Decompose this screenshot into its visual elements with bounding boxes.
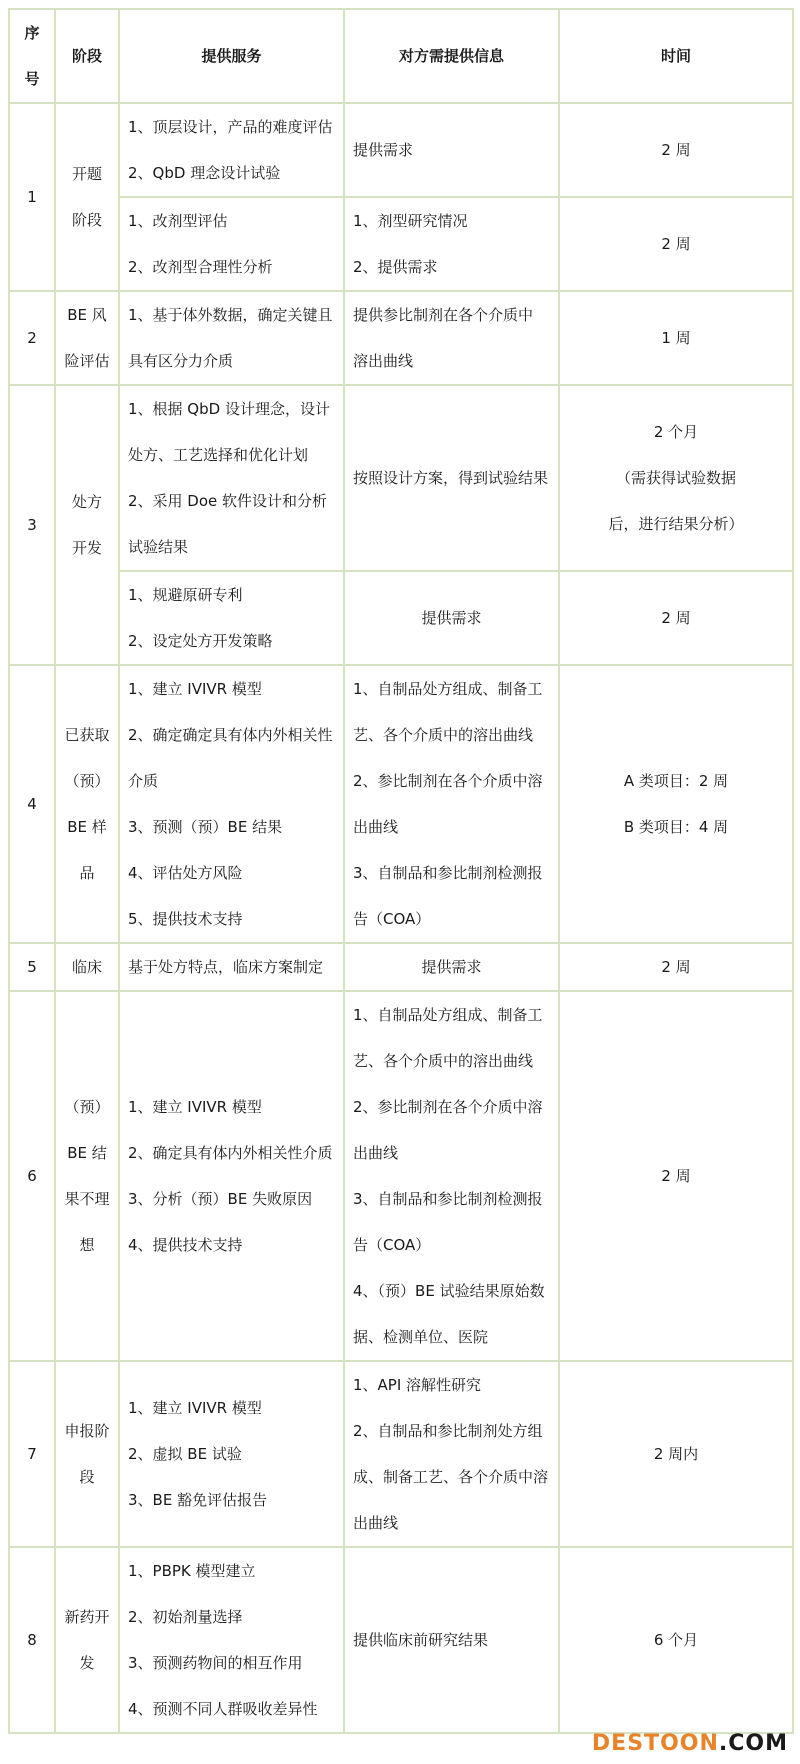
row-number: 4 <box>9 665 55 943</box>
watermark-logo <box>592 1731 788 1756</box>
services-cell <box>119 943 344 991</box>
services-cell-line: 2、确定确定具有体内外相关性 <box>128 726 333 744</box>
services-cell <box>119 1361 344 1547</box>
info-cell-line: 告（COA） <box>353 1236 431 1254</box>
watermark-dot: . <box>718 1731 729 1756</box>
stage-cell-line: BE 结 <box>67 1144 107 1162</box>
services-cell-line: 试验结果 <box>128 538 189 556</box>
info-cell-line: 提供需求 <box>353 141 414 159</box>
table-row <box>9 943 793 991</box>
services-cell-line: 2、确定具有体内外相关性介质 <box>128 1144 333 1162</box>
services-cell-line: 2、初始剂量选择 <box>128 1608 243 1626</box>
header-stage: 阶段 <box>55 9 119 103</box>
stage-cell-line: 已获取 <box>64 726 110 744</box>
info-cell <box>344 103 559 197</box>
stage-cell <box>55 291 119 385</box>
info-cell-line: 4、（预）BE 试验结果原始数 <box>353 1282 545 1300</box>
info-cell <box>344 665 559 943</box>
table-row <box>9 665 793 943</box>
watermark-text: DESTOON <box>591 1731 719 1756</box>
info-cell-line: 据、检测单位、医院 <box>353 1328 489 1346</box>
stage-cell-line: 开发 <box>71 539 102 557</box>
info-cell-line: 艺、各个介质中的溶出曲线 <box>353 726 534 744</box>
services-cell-line: 3、预测（预）BE 结果 <box>128 818 283 836</box>
services-cell-line: 1、建立 IVIVR 模型 <box>128 680 262 698</box>
services-cell <box>119 1547 344 1733</box>
time-cell-line: 6 个月 <box>653 1631 699 1649</box>
table-row <box>9 1361 793 1547</box>
stage-cell <box>55 1361 119 1547</box>
services-cell-line: 2、采用 Doe 软件设计和分析 <box>128 492 328 510</box>
stage-cell-line: 开题 <box>71 165 102 183</box>
info-cell <box>344 385 559 571</box>
services-cell <box>119 991 344 1361</box>
table-row <box>9 385 793 571</box>
stage-cell-line: 想 <box>79 1236 95 1254</box>
header-time: 时间 <box>559 9 793 103</box>
services-cell-line: 具有区分力介质 <box>128 352 234 370</box>
time-cell <box>559 571 793 665</box>
services-cell-line: 1、顶层设计，产品的难度评估 <box>128 118 333 136</box>
service-table <box>8 8 794 1734</box>
stage-cell-line: 果不理 <box>64 1190 110 1208</box>
services-cell-line: 2、设定处方开发策略 <box>128 632 273 650</box>
services-cell-line: 基于处方特点，临床方案制定 <box>128 958 324 976</box>
time-cell-line: 2 个月 <box>653 423 699 441</box>
services-cell-line: 介质 <box>128 772 159 790</box>
stage-cell-line: BE 样 <box>67 818 107 836</box>
services-cell-line: 1、改剂型评估 <box>128 212 228 230</box>
stage-cell-line: BE 风 <box>67 306 107 324</box>
services-cell-line: 4、预测不同人群吸收差异性 <box>128 1700 318 1718</box>
time-cell-line: 2 周 <box>661 235 691 253</box>
info-cell-line: 3、自制品和参比制剂检测报 <box>353 1190 543 1208</box>
row-number: 7 <box>9 1361 55 1547</box>
table-row <box>9 571 793 665</box>
stage-cell-line: 临床 <box>71 958 102 976</box>
time-cell <box>559 943 793 991</box>
header-row <box>9 9 793 103</box>
stage-cell <box>55 1547 119 1733</box>
time-cell-line: A 类项目：2 周 <box>623 772 729 790</box>
stage-cell <box>55 943 119 991</box>
stage-cell-line: 段 <box>79 1468 95 1486</box>
services-cell-line: 2、虚拟 BE 试验 <box>128 1445 242 1463</box>
table-row <box>9 1547 793 1733</box>
services-cell-line: 2、改剂型合理性分析 <box>128 258 273 276</box>
info-cell-line: 出曲线 <box>353 818 399 836</box>
row-number: 2 <box>9 291 55 385</box>
info-cell <box>344 943 559 991</box>
row-number: 1 <box>9 103 55 291</box>
info-cell-line: 1、自制品处方组成、制备工 <box>353 1006 543 1024</box>
stage-cell-line: 处方 <box>71 493 102 511</box>
stage-cell <box>55 385 119 665</box>
stage-cell-line: 申报阶 <box>64 1422 110 1440</box>
stage-cell-line: 险评估 <box>64 352 110 370</box>
services-cell-line: 1、基于体外数据，确定关键且 <box>128 306 333 324</box>
info-cell-line: 溶出曲线 <box>353 352 414 370</box>
info-cell-line: 3、自制品和参比制剂检测报 <box>353 864 543 882</box>
time-cell-line: 2 周 <box>661 609 691 627</box>
services-cell-line: 1、建立 IVIVR 模型 <box>128 1098 262 1116</box>
time-cell <box>559 103 793 197</box>
info-cell-line: 1、剂型研究情况 <box>353 212 468 230</box>
info-cell-line: 提供需求 <box>421 958 482 976</box>
info-cell-line: 2、参比制剂在各个介质中溶 <box>353 1098 543 1116</box>
info-cell-line: 出曲线 <box>353 1144 399 1162</box>
services-cell <box>119 385 344 571</box>
services-cell-line: 1、建立 IVIVR 模型 <box>128 1399 262 1417</box>
info-cell <box>344 571 559 665</box>
stage-cell-line: 品 <box>79 864 95 882</box>
stage-cell-line: （预） <box>64 772 110 790</box>
table-row <box>9 291 793 385</box>
services-cell <box>119 291 344 385</box>
info-cell-line: 成、制备工艺、各个介质中溶 <box>353 1468 549 1486</box>
time-cell-line: B 类项目：4 周 <box>623 818 729 836</box>
row-number: 5 <box>9 943 55 991</box>
services-cell-line: 4、提供技术支持 <box>128 1236 243 1254</box>
stage-cell <box>55 665 119 943</box>
stage-cell <box>55 991 119 1361</box>
time-cell-line: 后，进行结果分析） <box>608 515 744 533</box>
info-cell <box>344 197 559 291</box>
info-cell-line: 2、提供需求 <box>353 258 438 276</box>
row-number: 6 <box>9 991 55 1361</box>
time-cell <box>559 1361 793 1547</box>
services-cell <box>119 571 344 665</box>
services-cell-line: 1、根据 QbD 设计理念，设计 <box>128 400 330 418</box>
header-info: 对方需提供信息 <box>344 9 559 103</box>
time-cell-line: （需获得试验数据 <box>615 469 736 487</box>
info-cell <box>344 1361 559 1547</box>
services-cell <box>119 665 344 943</box>
table-row <box>9 197 793 291</box>
time-cell <box>559 1547 793 1733</box>
info-cell-line: 1、自制品处方组成、制备工 <box>353 680 543 698</box>
services-cell-line: 3、预测药物间的相互作用 <box>128 1654 303 1672</box>
row-number: 3 <box>9 385 55 665</box>
time-cell-line: 2 周 <box>661 1167 691 1185</box>
time-cell <box>559 665 793 943</box>
time-cell-line: 1 周 <box>661 329 691 347</box>
stage-cell <box>55 103 119 291</box>
stage-cell-line: 新药开 <box>64 1608 110 1626</box>
header-no: 序号 <box>9 9 55 103</box>
row-number: 8 <box>9 1547 55 1733</box>
time-cell-line: 2 周 <box>661 141 691 159</box>
services-cell-line: 4、评估处方风险 <box>128 864 243 882</box>
services-cell-line: 1、规避原研专利 <box>128 586 243 604</box>
stage-cell-line: 发 <box>79 1654 95 1672</box>
time-cell-line: 2 周 <box>661 958 691 976</box>
services-cell-line: 3、分析（预）BE 失败原因 <box>128 1190 313 1208</box>
info-cell <box>344 291 559 385</box>
table-row <box>9 103 793 197</box>
services-cell-line: 2、QbD 理念设计试验 <box>128 164 281 182</box>
services-cell-line: 处方、工艺选择和优化计划 <box>128 446 309 464</box>
services-cell <box>119 103 344 197</box>
info-cell-line: 提供参比制剂在各个介质中 <box>353 306 534 324</box>
stage-cell-line: （预） <box>64 1098 110 1116</box>
services-cell-line: 5、提供技术支持 <box>128 910 243 928</box>
info-cell-line: 按照设计方案，得到试验结果 <box>353 469 549 487</box>
info-cell-line: 告（COA） <box>353 910 431 928</box>
info-cell <box>344 1547 559 1733</box>
table-row <box>9 991 793 1361</box>
info-cell <box>344 991 559 1361</box>
time-cell <box>559 385 793 571</box>
info-cell-line: 提供临床前研究结果 <box>353 1631 489 1649</box>
stage-cell-line: 阶段 <box>71 211 102 229</box>
header-services: 提供服务 <box>119 9 344 103</box>
time-cell <box>559 991 793 1361</box>
info-cell-line: 提供需求 <box>421 609 482 627</box>
time-cell-line: 2 周内 <box>653 1445 699 1463</box>
info-cell-line: 出曲线 <box>353 1514 399 1532</box>
info-cell-line: 2、自制品和参比制剂处方组 <box>353 1422 543 1440</box>
time-cell <box>559 197 793 291</box>
info-cell-line: 2、参比制剂在各个介质中溶 <box>353 772 543 790</box>
services-cell-line: 3、BE 豁免评估报告 <box>128 1491 268 1509</box>
services-cell <box>119 197 344 291</box>
watermark-suffix: COM <box>728 1731 788 1756</box>
info-cell-line: 艺、各个介质中的溶出曲线 <box>353 1052 534 1070</box>
services-cell-line: 1、PBPK 模型建立 <box>128 1562 256 1580</box>
time-cell <box>559 291 793 385</box>
info-cell-line: 1、API 溶解性研究 <box>353 1376 482 1394</box>
